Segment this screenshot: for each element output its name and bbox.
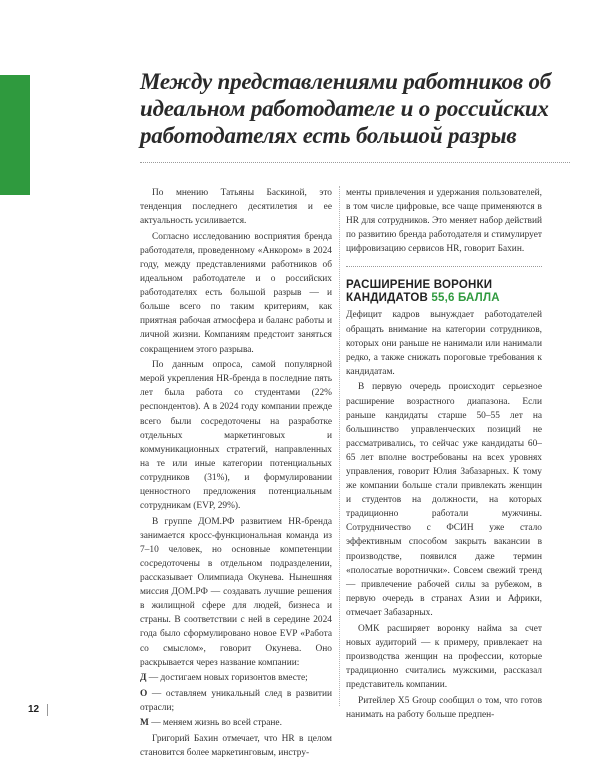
column-divider xyxy=(339,186,340,706)
paragraph: ОМК расширяет воронку найма за счет новых аудиторий — к примеру, привлекает на производства женщин на профессии, которые традиционно считались мужскими, рассказал представитель компании. xyxy=(346,623,542,690)
paragraph: В первую очередь происходит серьезное расширение возрастного диапазона. Если раньше кандидаты старше 50–55 лет на большинство управленческих позиций не рассматривались, то сейчас уже кандидаты 60–65 лет вполне востребованы на всех уровнях управления, говорит Юлия Забазарных. К тому же компании больше стали привлекать женщин и студентов на должности, на которых традиционно работали мужчины. Сотрудничество с ФСИН уже стало эффективным способом закрыть вакансии в производстве, появился даже термин «полосатые воротнички». Совсем свежий тренд — привлечение рабочей силы за рубежом, в первую очередь в странах Азии и Африки, отмечает Забазарных. xyxy=(346,382,542,618)
definition-text: — меняем жизнь во всей стране. xyxy=(148,718,282,729)
paragraph: В группе ДОМ.РФ развитием HR-бренда занимается кросс-функциональная команда из 7–10 человек, но основные компетенции сосредоточены в отдельном подразделении, рассказывает Олимпиада Окунева. Нынешняя миссия ДОМ.РФ — создавать лучшие решения в жилищной сфере для людей, бизнеса и страны. В соответствии с ней в середине 2024 года было сформулировано новое EVP «Работа со смыслом», говорит Окунева. Оно раскрывается через название компании: xyxy=(140,516,332,668)
page-number: 12 xyxy=(28,704,40,715)
paragraph: Согласно исследованию восприятия бренда работодателя, проведенному «Анкором» в 2024 году, между представлениями работников об идеальном работодателе и о российских работодателях есть большой разрыв — и больше всего по таким критериям, как приятная рабочая атмосфера и баланс работы и личной жизни. Компаниям предстоит заняться сокращением этого разрыва. xyxy=(140,231,332,355)
section-title-line: КАНДИДАТОВ xyxy=(346,292,429,305)
paragraph: Григорий Бахин отмечает, что HR в целом становится более маркетинговым, инстру- xyxy=(140,734,332,759)
section-title-line: РАСШИРЕНИЕ ВОРОНКИ xyxy=(346,279,493,292)
definition-letter: О xyxy=(140,688,148,699)
page-number-separator xyxy=(47,704,48,716)
paragraph: По мнению Татьяны Баскиной, это тенденция последнего десятилетия и ее актуальность усиливается. xyxy=(140,188,332,227)
definition-item xyxy=(140,671,332,685)
definition-text: — достигаем новых горизонтов вместе; xyxy=(146,673,308,684)
article-left-column xyxy=(140,186,332,762)
section-heading xyxy=(346,279,542,305)
section-divider xyxy=(346,266,542,267)
pull-quote-headline: Между представлениями работников об идеальном работодателе и о российских работодателях есть большой разрыв xyxy=(140,69,552,148)
definition-letter: Д xyxy=(140,673,147,684)
paragraph: менты привлечения и удержания пользователей, в том числе цифровые, все чаще применяются в HR для сотрудников. Это меняет набор действий по развитию бренда работодателя и стимулирует цифровизацию сервисов HR, говорит Бахин. xyxy=(346,188,542,255)
paragraph: По данным опроса, самой популярной мерой укрепления HR-бренда в последние пять лет была работа со студентами (22% респондентов). А в 2024 году компании прежде всего были сосредоточены на разработке отдельных маркетинговых и коммуникационных стратегий, направленных на те или иные категории потенциальных сотрудников (31%), и формулировании ценностного предложения потенциальным сотрудникам (EVP, 29%). xyxy=(140,360,332,512)
section-score: 55,6 БАЛЛА xyxy=(431,292,500,305)
paragraph: Ритейлер X5 Group сообщил о том, что готов нанимать на работу больше предпен- xyxy=(346,695,542,720)
article-right-column xyxy=(346,186,542,723)
paragraph: Дефицит кадров вынуждает работодателей обращать внимание на категории сотрудников, которых они раньше не нанимали или нанимали редко, а также снижать пороговые требования к кандидатам. xyxy=(346,310,542,377)
green-accent-bar xyxy=(0,75,30,195)
definition-item xyxy=(140,687,332,715)
headline-divider xyxy=(140,162,570,163)
definition-letter: М xyxy=(140,718,149,729)
definition-text: — оставляем уникальный след в развитии отрасли; xyxy=(140,688,332,713)
definition-item xyxy=(140,716,332,730)
